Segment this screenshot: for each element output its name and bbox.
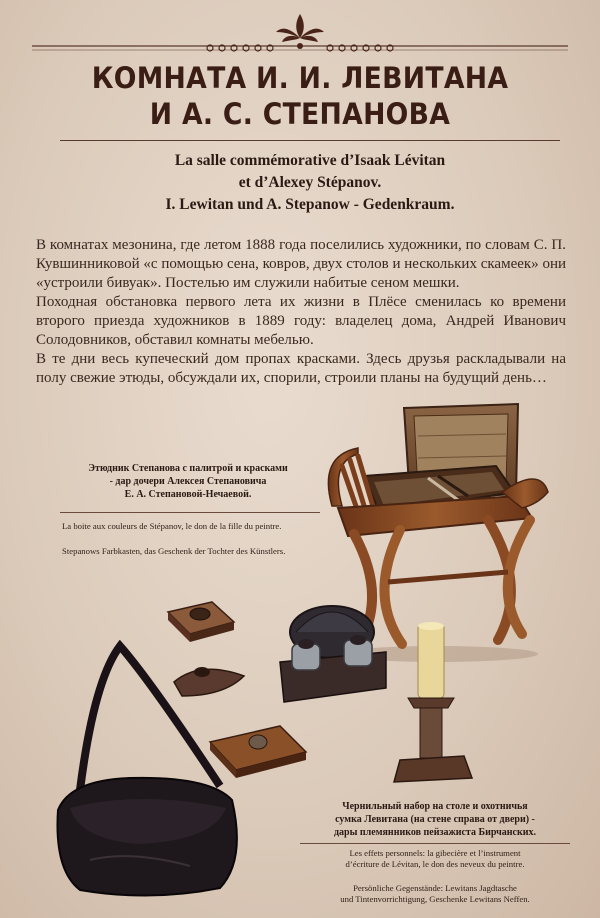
subtitle-line-2: et d’Alexey Stépanov. [238, 174, 382, 191]
title-divider [60, 140, 560, 141]
caption-inkset-fr [300, 848, 570, 870]
candlestick-illustration [390, 620, 478, 788]
body-paragraph-3: В те дни весь купеческий дом пропах красками. Здесь друзья раскладывали на полу свежие этюды, обсуждали их, спорили, строили планы на будущий день… [36, 351, 566, 386]
caption-inkset-fr-line-1: Les effets personnels: la gibecière et l’instrument [349, 848, 521, 858]
caption-inkset-de [300, 883, 570, 905]
body-text [36, 236, 566, 388]
title-line-1: КОМНАТА И. И. ЛЕВИТАНА [91, 61, 509, 95]
square-inkwell [168, 602, 234, 642]
subtitle-line-1: La salle commémorative d’Isaak Lévitan [174, 152, 446, 169]
caption-inkset-de-line-2: und Tintenvorrichtigung, Geschenke Lewitans Neffen. [340, 894, 530, 904]
title-line-2: И А. С. СТЕПАНОВА [149, 97, 451, 131]
body-paragraph-2: Походная обстановка первого лета их жизни в Плёсе сменилась ко времени второго приезда художников в 1889 году: владелец дома, Андрей Иванович Солодовников, обставил комнаты мебелью. [36, 294, 566, 348]
subtitle-block [60, 150, 560, 216]
page-title [42, 60, 557, 132]
caption-inkset-ru-line-1: Чернильный набор на столе и охотничья [342, 801, 528, 812]
caption-paintbox-ru-line-1: Этюдник Степанова с палитрой и красками [88, 463, 288, 474]
caption-paintbox-de: Stepanows Farbkasten, das Geschenk der Tochter des Künstlers. [62, 546, 286, 556]
caption-inkset-fr-line-2: d’écriture de Lévitan, le don des neveux du peintre. [345, 859, 525, 869]
caption-paintbox-ru-line-2: - дар дочери Алексея Степановича [109, 476, 267, 487]
caption-paintbox-ru [66, 462, 310, 501]
header-ornament [0, 6, 600, 62]
subtitle-line-3: I. Lewitan und A. Stepanow - Gedenkraum. [165, 196, 455, 213]
caption-inkset-ru-line-3: дары племянников пейзажиста Бирчанских. [333, 827, 537, 838]
glass-ink-stand [280, 606, 386, 702]
caption-2-divider [300, 843, 570, 844]
caption-inkset-de-line-1: Persönliche Gegenstände: Lewitans Jagdtasche [353, 883, 517, 893]
caption-inkset-ru [300, 800, 570, 839]
caption-paintbox-ru-line-3: Е. А. Степановой-Нечаевой. [124, 489, 252, 500]
caption-inkset-ru-line-2: сумка Левитана (на стене справа от двери) - [335, 814, 535, 825]
hunting-bag-illustration [50, 640, 250, 902]
body-paragraph-1: В комнатах мезонина, где летом 1888 года поселились художники, по словам С. П. Кувшинниковой «с помощью сена, ковров, двух столов и нескольких скамеек» они «устроили бивуак». Постелью им служили набитые сеном мешки. [36, 237, 566, 291]
caption-divider [60, 512, 320, 513]
caption-paintbox-fr: La boite aux couleurs de Stépanov, le don de la fille du peintre. [62, 521, 282, 531]
